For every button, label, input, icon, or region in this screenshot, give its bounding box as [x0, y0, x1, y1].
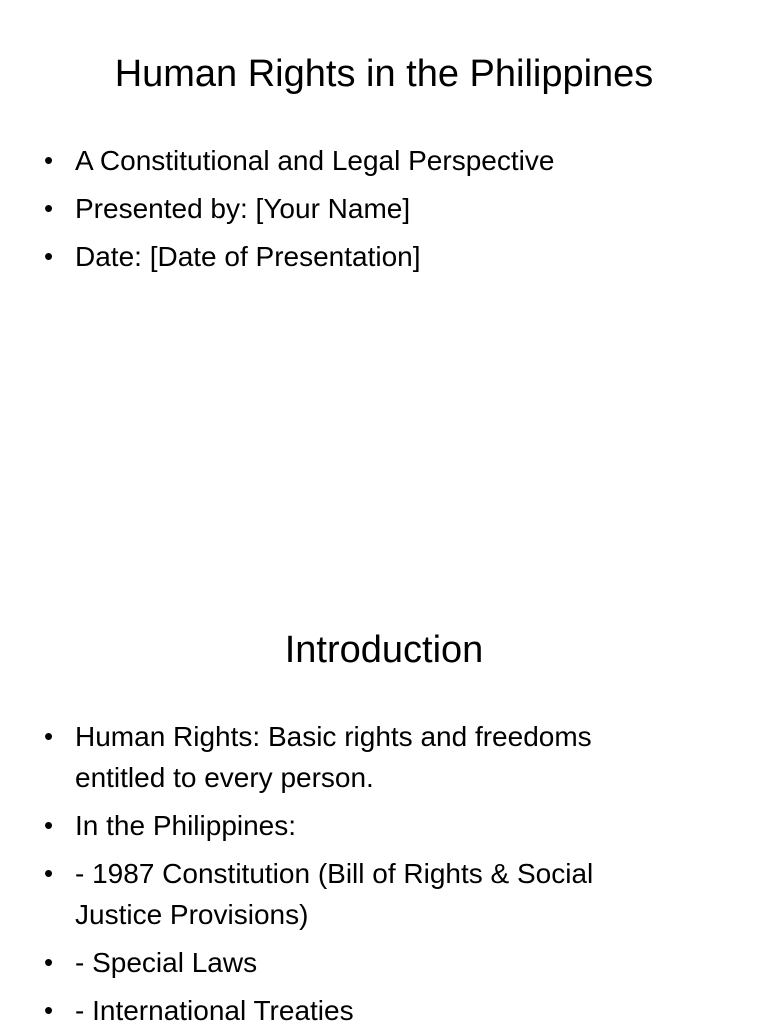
bullet-item	[44, 716, 684, 798]
bullet-text: Human Rights: Basic rights and freedoms entitled to every person.	[75, 721, 592, 793]
bullet-icon: •	[44, 858, 54, 888]
bullet-text: A Constitutional and Legal Perspective	[75, 145, 555, 176]
bullet-text: In the Philippines:	[75, 810, 297, 841]
bullet-icon: •	[44, 145, 54, 175]
bullet-item	[44, 990, 684, 1024]
slide-title: Human Rights in the Philippines	[114, 53, 654, 95]
bullet-list	[44, 140, 684, 284]
slide-introduction	[0, 576, 768, 1024]
bullet-list	[44, 716, 684, 1024]
bullet-icon: •	[44, 810, 54, 840]
bullet-item	[44, 853, 684, 935]
bullet-icon: •	[44, 193, 54, 223]
bullet-item	[44, 236, 684, 277]
slide-title: Introduction	[284, 629, 484, 671]
bullet-text: - International Treaties	[75, 995, 354, 1024]
bullet-icon: •	[44, 721, 54, 751]
bullet-icon: •	[44, 995, 54, 1024]
bullet-item	[44, 942, 684, 983]
bullet-text: Date: [Date of Presentation]	[75, 241, 421, 272]
bullet-item	[44, 188, 684, 229]
bullet-text: - 1987 Constitution (Bill of Rights & Social Justice Provisions)	[75, 858, 594, 930]
bullet-text: - Special Laws	[75, 947, 258, 978]
bullet-icon: •	[44, 947, 54, 977]
bullet-icon: •	[44, 241, 54, 271]
bullet-item	[44, 805, 684, 846]
bullet-text: Presented by: [Your Name]	[75, 193, 411, 224]
bullet-item	[44, 140, 684, 181]
